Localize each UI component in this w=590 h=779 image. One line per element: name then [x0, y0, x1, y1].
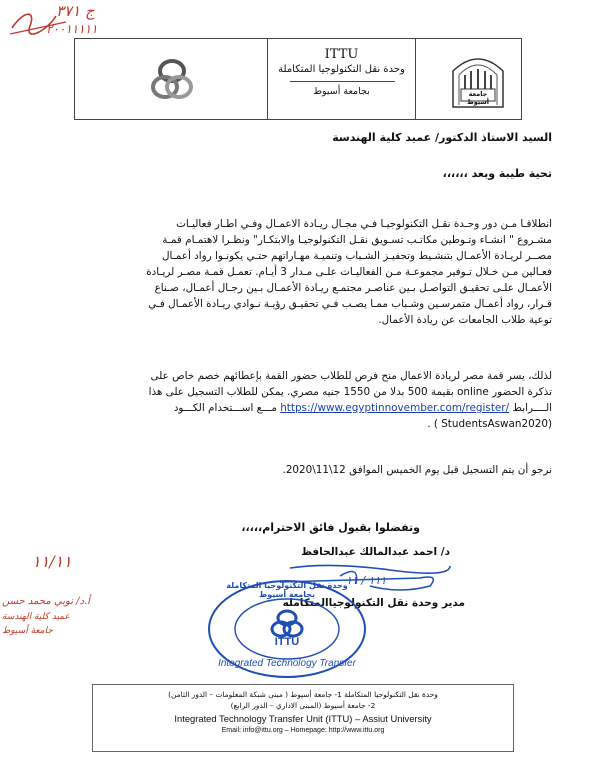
para1-line: مشـروع " انشـاء وتـوطين مكاتـب تسـويق نقـل التكنولوجيـا والابتكـار" ونظـرا لاهتمـام قمـة [162, 234, 552, 246]
assiut-university-logo [443, 45, 513, 113]
letterhead [74, 38, 522, 120]
para2-line: تذكرة الحضور online بقيمة 500 بدلا من 1550 جنيه مصري. يمكن للطلاب التسجيل على هذا [148, 386, 552, 398]
footer-address-2: 2- جامعة أسيوط (المبنى الاداري – الدور الرابع) [230, 701, 376, 710]
handwritten-line2: ٢٠٠١١١١١ [46, 22, 98, 36]
para2-link-suffix: مـــع اســـتخدام الكـــود [173, 402, 277, 414]
promo-code-line: (StudentsAswan2020 ) . [427, 418, 552, 430]
official-stamp [205, 578, 369, 680]
letter-closing: وتفضلوا بقبول فائق الاحترام،،،،، [241, 521, 420, 534]
footer-org-name: Integrated Technology Transfer Unit (ITTU) – Assiut University [174, 713, 432, 724]
footer-address-1: وحدة نقل التكنولوجيا المتكاملة 1- جامعة أسيوط ( مبنى شبكة المعلومات – الدور الثامن) [168, 690, 438, 699]
handwritten-line1: ج ٣٧١ [56, 2, 95, 20]
dean-handwritten-approval [2, 552, 152, 652]
header-underline [290, 81, 395, 82]
stamp-bottom-text: Integrated Technology Transfer [218, 658, 356, 669]
para1-line: قـرار، رواد أعمـال متمرسـين وشـباب ممـا يصـب فـي تحقيـق رؤيـة نـوادي ريـادة الأعمـال فـي [148, 298, 552, 310]
header-divider-right [415, 39, 416, 119]
para1-line: توعية طلاب الجامعات عن ريادة الأعمال. [378, 314, 552, 326]
para1-line: انطلاقـا مـن دور وحـدة نقـل التكنولوجيـا فـي مجـال ريـادة الاعمـال وفـي اطـار فعاليـات [176, 218, 552, 230]
dean-university: جامعة أسيوط [2, 626, 53, 636]
university-logo-label: جامعة أسيوط [466, 90, 490, 106]
para2-link-prefix: الــــرابط [512, 402, 552, 414]
dean-name: أ.د/ نوبي محمد حسن [2, 596, 90, 607]
letter-paragraph-2 [40, 368, 552, 432]
signer-title: مدير وحدة نقل التكنولوجياالمتكامله [282, 597, 465, 609]
signer-name: د/ احمد عبدالمالك عبدالحافظ [301, 546, 450, 558]
letter-salutation: تحية طيبة وبعد ،،،،،، [442, 167, 552, 180]
dean-title: عميد كلية الهندسة [2, 612, 70, 622]
ittu-logo [117, 49, 227, 109]
letter-greeting: السيد الاستاذ الدكتور/ عميد كلية الهندسة [332, 131, 552, 144]
stamp-top-text: وحدة نقل التكنولوجيا المتكاملة بجامعة أسيوط [226, 581, 348, 599]
letter-footer [92, 684, 514, 752]
letter-paragraph-1 [40, 216, 552, 328]
registration-link[interactable]: https://www.egyptinnovember.com/register/ [280, 402, 510, 414]
para1-line: الأعمـال علـى تحقيـق التواصـل بـين عناصـر مجتمـع ريـادة الأعمـال بـين رجـال أعمـال، صـناع [154, 282, 552, 294]
header-university: بجامعة أسيوط [313, 86, 370, 97]
footer-contact: Email: info@ittu.org – Homepage: http://www.ittu.org [221, 727, 385, 734]
letter-paragraph-3: نرجو أن يتم التسجيل قبل يوم الخميس الموافق 12\11\2020. [282, 464, 552, 476]
para1-line: فعـالين مـن خـلال تـوفير مجموعـة مـن الفعاليـات علـى مـدار 3 أيـام. تعمـل قمـة مصـر لريـادة [146, 266, 552, 278]
signature-date: ١١١ / ١١ [346, 574, 387, 587]
header-org-abbrev: ITTU [324, 47, 359, 62]
header-unit-name: وحدة نقل التكنولوجيا المتكاملة [278, 64, 405, 75]
para1-line: مصــر لريـادة الأعمـال بتنشـيط وتحفيـز الشـباب وتنميـة مهـاراتهم حتـي يكونـوا رواد أعمـال [161, 250, 552, 262]
dean-date: ١١/١١ [32, 552, 72, 571]
para2-link-line [40, 400, 552, 416]
ittu-knot-icon [117, 49, 227, 109]
stamp-center: ITTU [274, 636, 300, 648]
para2-line: لذلك، يسر قمة مصر لريادة الاعمال منح فرص للطلاب حضور القمة بإعطائهم خصم خاص على [150, 370, 552, 382]
